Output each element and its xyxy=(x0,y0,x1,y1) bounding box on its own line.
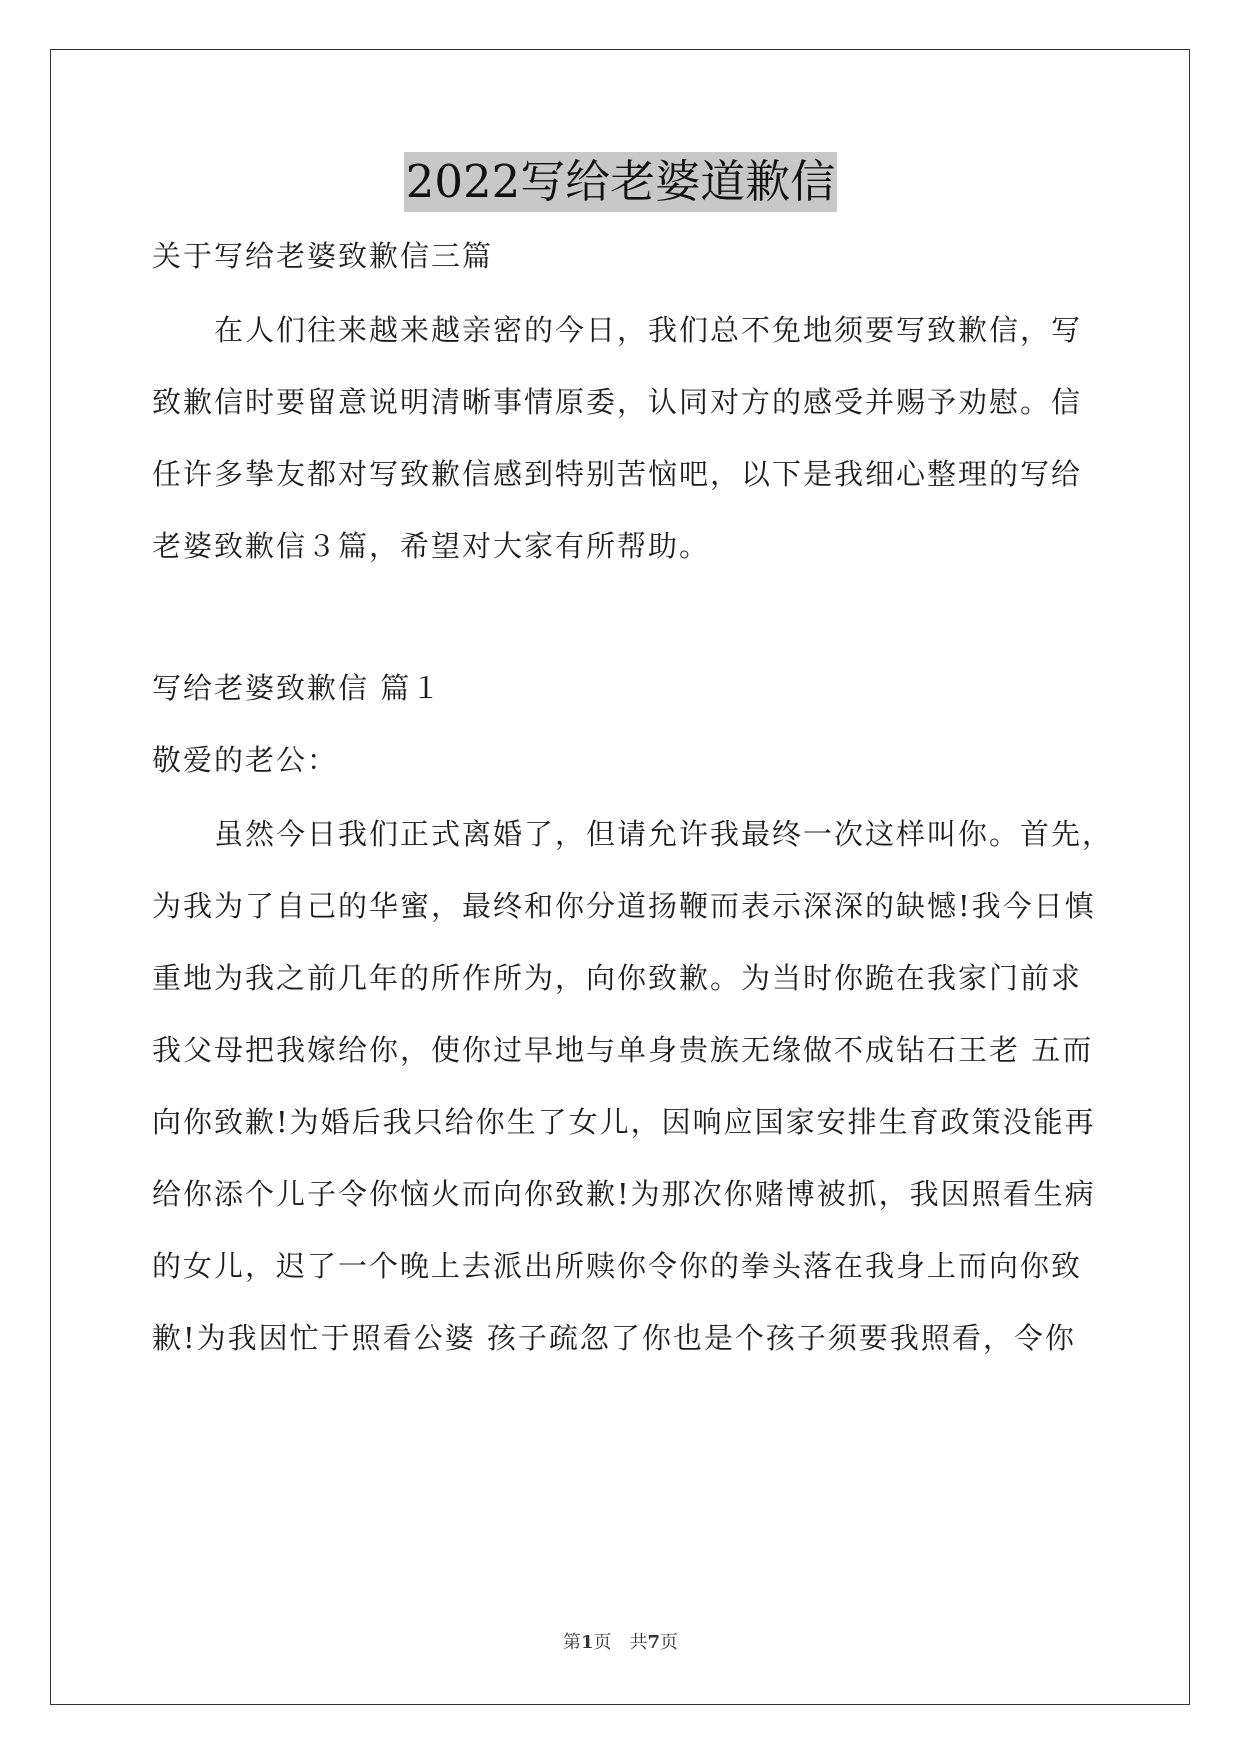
paragraph-line: 为我为了自己的华蜜，最终和你分道扬鞭而表示深深的缺憾!我今日慎 xyxy=(152,889,1096,923)
page-footer xyxy=(0,1628,1241,1654)
subtitle-line: 关于写给老婆致歉信三篇 xyxy=(152,239,494,273)
paragraph-line: 在人们往来越来越亲密的今日，我们总不免地须要写致歉信，写 xyxy=(152,313,1083,347)
page-border xyxy=(50,49,1190,1705)
page-suffix: 页 xyxy=(660,1632,679,1653)
total-page-number: 7 xyxy=(647,1632,661,1653)
paragraph-line: 重地为我之前几年的所作所为，向你致歉。为当时你跪在我家门前求 xyxy=(152,961,1083,995)
paragraph-line: 虽然今日我们正式离婚了，但请允许我最终一次这样叫你。首先， xyxy=(152,817,1114,851)
current-page-number: 1 xyxy=(580,1632,594,1653)
page-mid-text: 页 共 xyxy=(593,1632,648,1653)
paragraph-line: 歉!为我因忙于照看公婆 孩子疏忽了你也是个孩子须要我照看，令你 xyxy=(152,1321,1076,1355)
paragraph-line: 老婆致歉信３篇，希望对大家有所帮助。 xyxy=(152,529,711,563)
paragraph-line: 我父母把我嫁给你，使你过早地与单身贵族无缘做不成钻石王老 五而 xyxy=(152,1033,1094,1067)
paragraph-line: 给你添个儿子令你恼火而向你致歉!为那次你赌博被抓，我因照看生病 xyxy=(152,1177,1096,1211)
paragraph-line: 向你致歉!为婚后我只给你生了女儿，因响应国家安排生育政策没能再 xyxy=(152,1105,1096,1139)
page-prefix: 第 xyxy=(562,1632,581,1653)
paragraph-line: 的女儿，迟了一个晚上去派出所赎你令你的拳头落在我身上而向你致 xyxy=(152,1249,1083,1283)
paragraph-line: 任许多挚友都对写致歉信感到特别苦恼吧，以下是我细心整理的写给 xyxy=(152,457,1083,491)
section-heading: 写给老婆致歉信 篇１ xyxy=(152,671,443,705)
salutation-line: 敬爱的老公： xyxy=(152,743,339,777)
document-title: 2022写给老婆道歉信 xyxy=(404,152,838,212)
paragraph-line: 致歉信时要留意说明清晰事情原委，认同对方的感受并赐予劝慰。信 xyxy=(152,385,1083,419)
title-container xyxy=(0,152,1241,212)
